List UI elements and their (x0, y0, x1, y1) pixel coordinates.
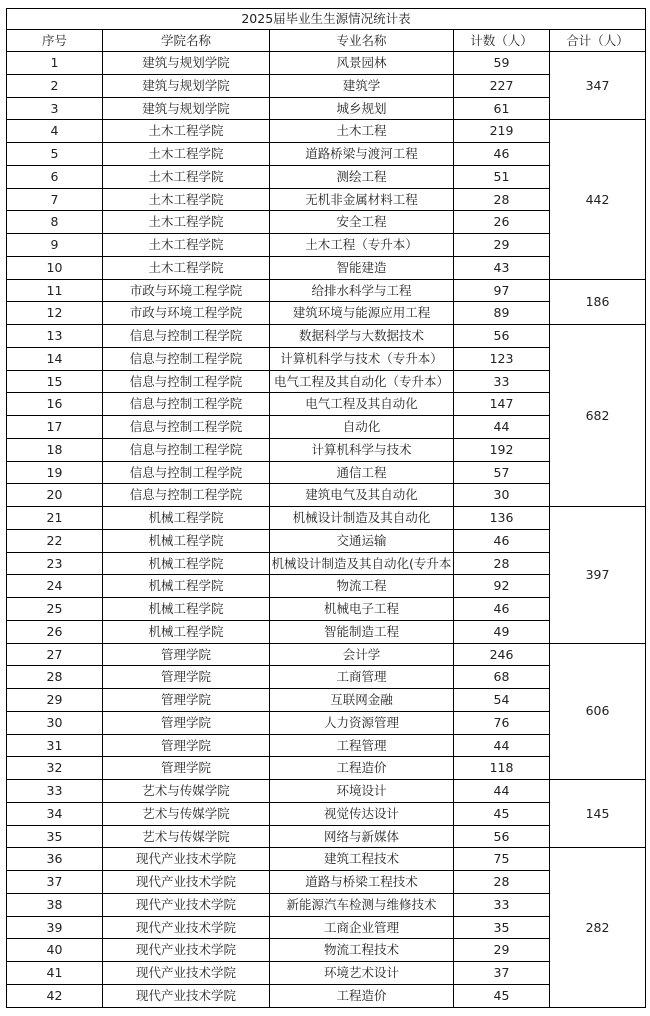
major-name-cell: 自动化 (270, 416, 454, 439)
college-name-cell: 建筑与规划学院 (103, 74, 270, 97)
count-cell: 28 (454, 552, 550, 575)
count-cell: 51 (454, 165, 550, 188)
major-name-cell: 城乡规划 (270, 97, 454, 120)
count-cell: 44 (454, 734, 550, 757)
college-name-cell: 管理学院 (103, 643, 270, 666)
count-cell: 49 (454, 620, 550, 643)
major-name-cell: 互联网金融 (270, 689, 454, 712)
college-name-cell: 现代产业技术学院 (103, 848, 270, 871)
count-cell: 97 (454, 279, 550, 302)
count-cell: 92 (454, 575, 550, 598)
count-cell: 136 (454, 507, 550, 530)
table-title: 2025届毕业生生源情况统计表 (7, 9, 646, 30)
college-name-cell: 信息与控制工程学院 (103, 438, 270, 461)
major-name-cell: 机械电子工程 (270, 598, 454, 621)
college-name-cell: 现代产业技术学院 (103, 916, 270, 939)
count-cell: 28 (454, 871, 550, 894)
major-name-cell: 交通运输 (270, 529, 454, 552)
group-total-cell: 682 (550, 325, 646, 507)
header-major: 专业名称 (270, 30, 454, 52)
major-name-cell: 计算机科学与技术（专升本） (270, 347, 454, 370)
count-cell: 56 (454, 325, 550, 348)
count-cell: 35 (454, 916, 550, 939)
college-name-cell: 信息与控制工程学院 (103, 325, 270, 348)
table-row (7, 325, 646, 348)
major-name-cell: 风景园林 (270, 52, 454, 75)
row-index-cell: 17 (7, 416, 103, 439)
college-name-cell: 信息与控制工程学院 (103, 347, 270, 370)
group-total-cell: 282 (550, 848, 646, 1007)
college-name-cell: 机械工程学院 (103, 507, 270, 530)
college-name-cell: 现代产业技术学院 (103, 871, 270, 894)
college-name-cell: 机械工程学院 (103, 552, 270, 575)
major-name-cell: 会计学 (270, 643, 454, 666)
major-name-cell: 土木工程（专升本） (270, 234, 454, 257)
major-name-cell: 土木工程 (270, 120, 454, 143)
table-row (7, 507, 646, 530)
college-name-cell: 土木工程学院 (103, 165, 270, 188)
major-name-cell: 环境设计 (270, 780, 454, 803)
college-name-cell: 土木工程学院 (103, 120, 270, 143)
college-name-cell: 管理学院 (103, 711, 270, 734)
major-name-cell: 电气工程及其自动化（专升本） (270, 370, 454, 393)
count-cell: 219 (454, 120, 550, 143)
group-total-cell: 606 (550, 643, 646, 780)
row-index-cell: 39 (7, 916, 103, 939)
college-name-cell: 现代产业技术学院 (103, 939, 270, 962)
count-cell: 45 (454, 984, 550, 1007)
count-cell: 54 (454, 689, 550, 712)
table-row (7, 848, 646, 871)
count-cell: 75 (454, 848, 550, 871)
count-cell: 28 (454, 188, 550, 211)
group-total-cell: 186 (550, 279, 646, 325)
row-index-cell: 38 (7, 893, 103, 916)
header-total: 合计（人） (550, 30, 646, 52)
major-name-cell: 视觉传达设计 (270, 802, 454, 825)
table-body (7, 52, 646, 1008)
row-index-cell: 13 (7, 325, 103, 348)
count-cell: 44 (454, 416, 550, 439)
row-index-cell: 11 (7, 279, 103, 302)
college-name-cell: 土木工程学院 (103, 256, 270, 279)
major-name-cell: 建筑电气及其自动化 (270, 484, 454, 507)
row-index-cell: 29 (7, 689, 103, 712)
college-name-cell: 艺术与传媒学院 (103, 780, 270, 803)
major-name-cell: 工程管理 (270, 734, 454, 757)
count-cell: 227 (454, 74, 550, 97)
row-index-cell: 31 (7, 734, 103, 757)
row-index-cell: 28 (7, 666, 103, 689)
group-total-cell: 145 (550, 780, 646, 848)
count-cell: 57 (454, 461, 550, 484)
college-name-cell: 市政与环境工程学院 (103, 279, 270, 302)
college-name-cell: 现代产业技术学院 (103, 893, 270, 916)
count-cell: 76 (454, 711, 550, 734)
college-name-cell: 机械工程学院 (103, 575, 270, 598)
count-cell: 44 (454, 780, 550, 803)
count-cell: 147 (454, 393, 550, 416)
college-name-cell: 管理学院 (103, 757, 270, 780)
college-name-cell: 信息与控制工程学院 (103, 484, 270, 507)
row-index-cell: 8 (7, 211, 103, 234)
major-name-cell: 通信工程 (270, 461, 454, 484)
major-name-cell: 给排水科学与工程 (270, 279, 454, 302)
count-cell: 46 (454, 529, 550, 552)
major-name-cell: 机械设计制造及其自动化 (270, 507, 454, 530)
count-cell: 89 (454, 302, 550, 325)
header-index: 序号 (7, 30, 103, 52)
count-cell: 68 (454, 666, 550, 689)
row-index-cell: 5 (7, 143, 103, 166)
major-name-cell: 物流工程技术 (270, 939, 454, 962)
count-cell: 30 (454, 484, 550, 507)
college-name-cell: 机械工程学院 (103, 620, 270, 643)
count-cell: 246 (454, 643, 550, 666)
college-name-cell: 建筑与规划学院 (103, 52, 270, 75)
college-name-cell: 土木工程学院 (103, 234, 270, 257)
table-row (7, 643, 646, 666)
row-index-cell: 20 (7, 484, 103, 507)
row-index-cell: 7 (7, 188, 103, 211)
major-name-cell: 计算机科学与技术 (270, 438, 454, 461)
row-index-cell: 33 (7, 780, 103, 803)
major-name-cell: 建筑学 (270, 74, 454, 97)
major-name-cell: 机械设计制造及其自动化(专升本 (270, 552, 454, 575)
row-index-cell: 30 (7, 711, 103, 734)
count-cell: 43 (454, 256, 550, 279)
major-name-cell: 无机非金属材料工程 (270, 188, 454, 211)
major-name-cell: 智能制造工程 (270, 620, 454, 643)
college-name-cell: 信息与控制工程学院 (103, 370, 270, 393)
row-index-cell: 6 (7, 165, 103, 188)
major-name-cell: 新能源汽车检测与维修技术 (270, 893, 454, 916)
count-cell: 37 (454, 962, 550, 985)
row-index-cell: 25 (7, 598, 103, 621)
major-name-cell: 安全工程 (270, 211, 454, 234)
row-index-cell: 21 (7, 507, 103, 530)
row-index-cell: 14 (7, 347, 103, 370)
group-total-cell: 397 (550, 507, 646, 644)
major-name-cell: 道路桥梁与渡河工程 (270, 143, 454, 166)
college-name-cell: 土木工程学院 (103, 211, 270, 234)
row-index-cell: 34 (7, 802, 103, 825)
college-name-cell: 艺术与传媒学院 (103, 802, 270, 825)
major-name-cell: 人力资源管理 (270, 711, 454, 734)
row-index-cell: 1 (7, 52, 103, 75)
major-name-cell: 工商管理 (270, 666, 454, 689)
major-name-cell: 工商企业管理 (270, 916, 454, 939)
header-row (7, 30, 646, 52)
count-cell: 61 (454, 97, 550, 120)
count-cell: 29 (454, 234, 550, 257)
count-cell: 56 (454, 825, 550, 848)
row-index-cell: 26 (7, 620, 103, 643)
major-name-cell: 建筑工程技术 (270, 848, 454, 871)
major-name-cell: 环境艺术设计 (270, 962, 454, 985)
row-index-cell: 19 (7, 461, 103, 484)
row-index-cell: 3 (7, 97, 103, 120)
count-cell: 45 (454, 802, 550, 825)
row-index-cell: 40 (7, 939, 103, 962)
college-name-cell: 建筑与规划学院 (103, 97, 270, 120)
count-cell: 192 (454, 438, 550, 461)
row-index-cell: 9 (7, 234, 103, 257)
major-name-cell: 数据科学与大数据技术 (270, 325, 454, 348)
row-index-cell: 4 (7, 120, 103, 143)
count-cell: 33 (454, 370, 550, 393)
row-index-cell: 22 (7, 529, 103, 552)
college-name-cell: 信息与控制工程学院 (103, 461, 270, 484)
table-row (7, 120, 646, 143)
college-name-cell: 机械工程学院 (103, 529, 270, 552)
count-cell: 26 (454, 211, 550, 234)
group-total-cell: 347 (550, 52, 646, 120)
count-cell: 29 (454, 939, 550, 962)
row-index-cell: 18 (7, 438, 103, 461)
row-index-cell: 32 (7, 757, 103, 780)
row-index-cell: 12 (7, 302, 103, 325)
college-name-cell: 市政与环境工程学院 (103, 302, 270, 325)
major-name-cell: 工程造价 (270, 757, 454, 780)
row-index-cell: 23 (7, 552, 103, 575)
major-name-cell: 电气工程及其自动化 (270, 393, 454, 416)
group-total-cell: 442 (550, 120, 646, 279)
college-name-cell: 信息与控制工程学院 (103, 393, 270, 416)
major-name-cell: 道路与桥梁工程技术 (270, 871, 454, 894)
major-name-cell: 网络与新媒体 (270, 825, 454, 848)
college-name-cell: 信息与控制工程学院 (103, 416, 270, 439)
college-name-cell: 现代产业技术学院 (103, 962, 270, 985)
row-index-cell: 36 (7, 848, 103, 871)
table-row (7, 780, 646, 803)
row-index-cell: 15 (7, 370, 103, 393)
count-cell: 33 (454, 893, 550, 916)
college-name-cell: 艺术与传媒学院 (103, 825, 270, 848)
major-name-cell: 测绘工程 (270, 165, 454, 188)
count-cell: 123 (454, 347, 550, 370)
row-index-cell: 35 (7, 825, 103, 848)
row-index-cell: 16 (7, 393, 103, 416)
count-cell: 118 (454, 757, 550, 780)
college-name-cell: 土木工程学院 (103, 188, 270, 211)
count-cell: 46 (454, 598, 550, 621)
row-index-cell: 41 (7, 962, 103, 985)
college-name-cell: 现代产业技术学院 (103, 984, 270, 1007)
major-name-cell: 工程造价 (270, 984, 454, 1007)
college-name-cell: 管理学院 (103, 689, 270, 712)
row-index-cell: 10 (7, 256, 103, 279)
row-index-cell: 42 (7, 984, 103, 1007)
header-count: 计数（人） (454, 30, 550, 52)
row-index-cell: 24 (7, 575, 103, 598)
major-name-cell: 物流工程 (270, 575, 454, 598)
count-cell: 46 (454, 143, 550, 166)
row-index-cell: 27 (7, 643, 103, 666)
header-college: 学院名称 (103, 30, 270, 52)
major-name-cell: 建筑环境与能源应用工程 (270, 302, 454, 325)
count-cell: 59 (454, 52, 550, 75)
college-name-cell: 土木工程学院 (103, 143, 270, 166)
college-name-cell: 管理学院 (103, 666, 270, 689)
major-name-cell: 智能建造 (270, 256, 454, 279)
college-name-cell: 管理学院 (103, 734, 270, 757)
table-row (7, 52, 646, 75)
row-index-cell: 37 (7, 871, 103, 894)
college-name-cell: 机械工程学院 (103, 598, 270, 621)
graduate-statistics-table (6, 8, 646, 1008)
table-row (7, 279, 646, 302)
row-index-cell: 2 (7, 74, 103, 97)
